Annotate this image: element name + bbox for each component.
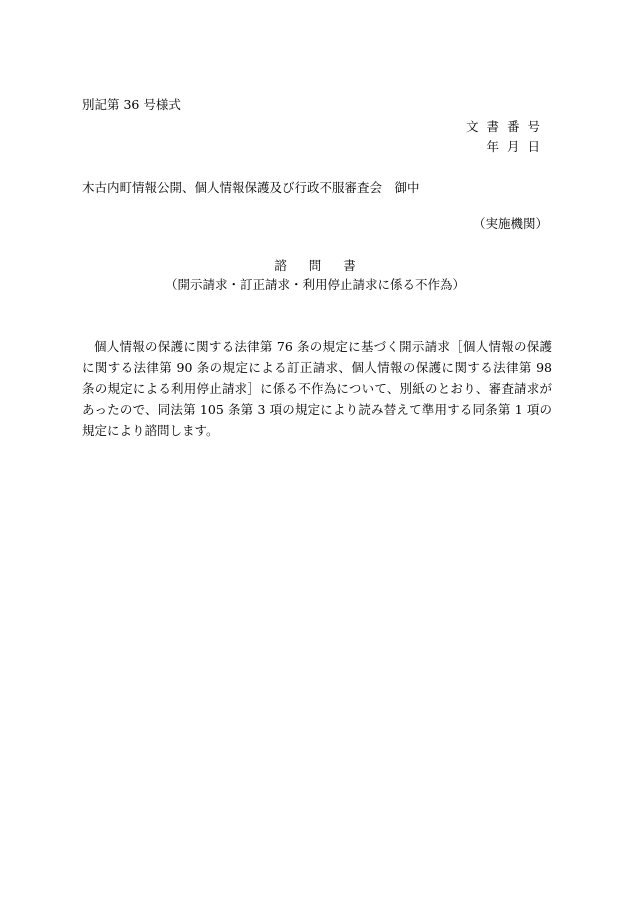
document-subtitle: （開示請求・訂正請求・利用停止請求に係る不作為） (164, 277, 465, 292)
document-title: 諮問書 (274, 258, 378, 273)
form-label: 別記第 36 号様式 (82, 97, 181, 112)
document-number: 文書番号 (465, 119, 548, 134)
implementing-agency: （実施機関） (472, 216, 548, 231)
document-date: 年月日 (486, 139, 548, 154)
addressee: 木古内町情報公開、個人情報保護及び行政不服審査会 御中 (82, 180, 420, 195)
body-paragraph: 個人情報の保護に関する法律第 76 条の規定に基づく開示請求［個人情報の保護に関する法律第 90 条の規定による訂正請求、個人情報の保護に関する法律第 98 条の規定による利用停止請求］に係る不作為について、別紙のとおり、審査請求があったので、同法第 105 条第 3 項の規定により読み替えて準用する同条第 1 項の規定により諮問します。 (82, 339, 552, 438)
